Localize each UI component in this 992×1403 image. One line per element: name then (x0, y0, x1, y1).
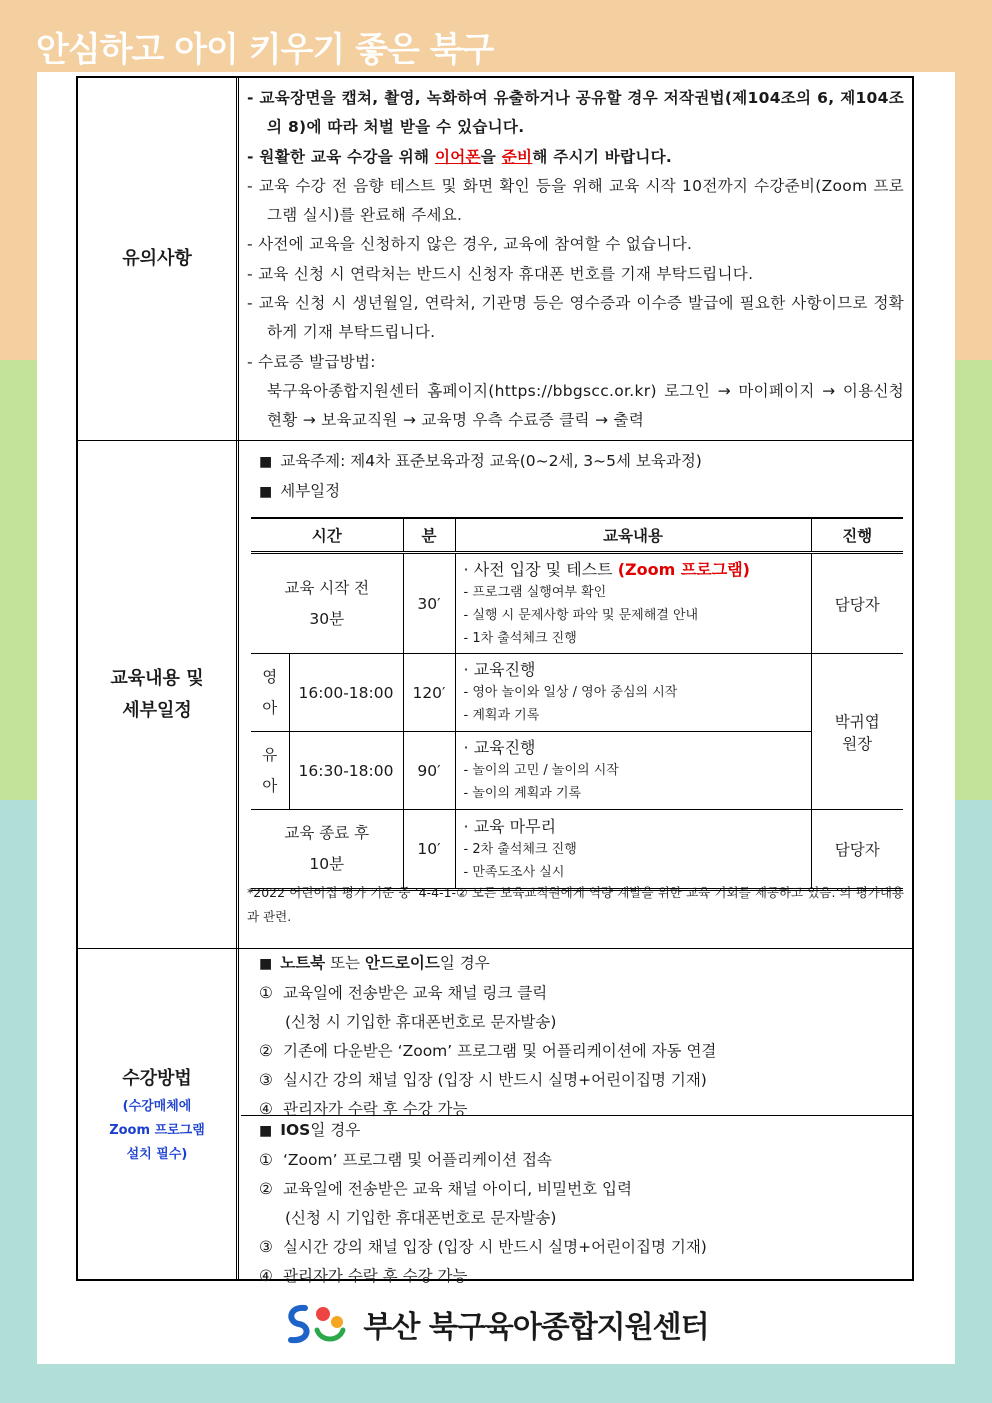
android-step-1-note: (신청 시 기입한 휴대폰번호로 문자발송) (285, 1013, 557, 1031)
infant-detail (455, 654, 811, 732)
post-detail (455, 810, 811, 890)
pre-lead (464, 558, 811, 581)
note-sound-test: - 교육 수강 전 음향 테스트 및 화면 확인 등을 위해 교육 시작 10전까지 수강준비(Zoom 프로그램 실시)를 완료해 주세요. (247, 176, 904, 225)
note-earphone-post: 해 주시기 바랍니다. (532, 147, 673, 166)
post-time (251, 810, 403, 890)
col-header-host: 진행 (811, 518, 903, 553)
step-text: 관리자가 수락 후 수강 가능 (283, 1267, 468, 1285)
step-number: ③ (259, 1071, 273, 1089)
schedule-row (78, 440, 912, 949)
post-time-line1: 교육 종료 후 (284, 824, 370, 842)
info-table (76, 76, 914, 1285)
infant-lead: · 교육진행 (463, 660, 536, 679)
notes-label (78, 78, 239, 440)
detail-title-text: 세부일정 (280, 482, 341, 500)
col-header-time: 시간 (251, 518, 403, 553)
table-row (251, 654, 903, 732)
schedule-detail-title (259, 477, 912, 507)
step-text: 기존에 다운받은 ‘Zoom’ 프로그램 및 어플리케이션에 자동 연결 (283, 1042, 717, 1060)
infant-group-line1: 영 (262, 667, 278, 686)
how-label (78, 949, 239, 1280)
notes-row (78, 78, 912, 440)
pre-item: - 프로그램 실행여부 확인 (463, 584, 607, 600)
org-name: 부산 북구육아종합지원센터 (363, 1310, 709, 1345)
ios-heading (259, 1116, 912, 1146)
android-step-2 (259, 1037, 912, 1066)
toddler-minutes: 90′ (403, 732, 455, 810)
schedule-heading (241, 441, 912, 507)
center-logo-icon (283, 1300, 353, 1348)
note-prepare-word: 준비 (501, 147, 533, 166)
pre-time (251, 553, 403, 654)
schedule-content (241, 441, 912, 949)
android-step-1 (259, 979, 912, 1008)
ios-step-1 (259, 1146, 912, 1175)
step-number: ④ (259, 1267, 273, 1285)
note-certificate-title: - 수료증 발급방법: (247, 352, 376, 371)
ios-step-2-note: (신청 시 기입한 휴대폰번호로 문자발송) (285, 1209, 557, 1227)
pre-host: 담당자 (811, 553, 903, 654)
footer (37, 1300, 955, 1348)
android-block (241, 949, 912, 1124)
android-step-3 (259, 1066, 912, 1095)
step-text: 교육일에 전송받은 교육 채널 아이디, 비밀번호 입력 (283, 1180, 632, 1198)
infant-group-line2: 아 (262, 698, 278, 717)
note-earphone-word: 이어폰 (434, 147, 481, 166)
document-sheet (37, 72, 955, 1364)
page-title: 안심하고 아이 키우기 좋은 북구 (36, 30, 494, 70)
topic-text: 교육주제: 제4차 표준보육과정 교육(0~2세, 3~5세 보육과정) (280, 452, 702, 470)
square-bullet-icon: ■ (259, 454, 273, 470)
note-earphone-pre: - 원활한 교육 수강을 위해 (247, 147, 435, 166)
main-host-line1: 박귀엽 (834, 712, 880, 731)
infant-group (251, 654, 289, 732)
ios-step-4 (259, 1262, 912, 1291)
how-content (241, 949, 912, 1285)
notes-content (241, 78, 912, 440)
step-number: ③ (259, 1238, 273, 1256)
notes-label-text: 유의사항 (122, 248, 192, 269)
step-text: ‘Zoom’ 프로그램 및 어플리케이션 접속 (283, 1151, 552, 1169)
pre-lead-zoom: (Zoom 프로그램) (617, 559, 750, 579)
toddler-group-line1: 유 (262, 745, 278, 764)
how-label-sub1: (수강매체에 (122, 1098, 192, 1114)
note-certificate-steps: 북구육아종합지원센터 홈페이지(https://bbgscc.or.kr) 로그인 → 마이페이지 → 이용신청현황 → 보육교직원 → 교육명 우측 수료증 클릭 → 출력 (267, 381, 904, 430)
step-number: ④ (259, 1100, 273, 1118)
toddler-detail (455, 732, 811, 810)
post-lead: · 교육 마무리 (463, 816, 557, 836)
post-item: - 2차 출석체크 진행 (463, 841, 577, 857)
infant-item: - 계획과 기록 (463, 708, 540, 723)
main-host (811, 654, 903, 810)
infant-item: - 영아 놀이와 일상 / 영아 중심의 시작 (463, 685, 678, 700)
schedule-footnote: *2022 어린이집 평가 기준 중 ‘4-4-1-② 모든 보육교직원에게 역량 계발을 위한 교육 기회를 제공하고 있음.’의 평가내용과 관련. (247, 885, 904, 924)
table-row (251, 732, 903, 810)
step-number: ① (259, 984, 273, 1002)
pre-item: - 1차 출석체크 진행 (463, 630, 577, 646)
step-number: ① (259, 1151, 273, 1169)
toddler-group-line2: 아 (262, 776, 278, 795)
how-label-sub3: 설치 필수) (126, 1146, 188, 1162)
main-host-line2: 원장 (842, 734, 873, 753)
col-header-minutes: 분 (403, 518, 455, 553)
step-text: 관리자가 수락 후 수강 가능 (283, 1100, 468, 1118)
how-row (78, 948, 912, 1285)
infant-minutes: 120′ (403, 654, 455, 732)
step-text: 실시간 강의 채널 입장 (입장 시 반드시 실명+어린이집명 기재) (283, 1238, 707, 1256)
toddler-group (251, 732, 289, 810)
schedule-topic (259, 447, 912, 477)
ios-step-2 (259, 1175, 912, 1204)
note-personal-info: - 교육 신청 시 생년월일, 연락처, 기관명 등은 영수증과 이수증 발급에 필요한 사항이므로 정확하게 기재 부탁드립니다. (247, 294, 904, 342)
note-contact: - 교육 신청 시 연락처는 반드시 신청자 휴대폰 번호를 기재 부탁드립니다. (247, 264, 754, 283)
ios-t1: 일 경우 (310, 1121, 361, 1139)
pre-time-line1: 교육 시작 전 (284, 578, 370, 597)
toddler-item: - 놀이의 고민 / 놀이의 시작 (463, 763, 619, 778)
android-b1: 노트북 (280, 954, 326, 972)
android-b2: 안드로이드 (364, 954, 440, 972)
step-text: 실시간 강의 채널 입장 (입장 시 반드시 실명+어린이집명 기재) (283, 1071, 707, 1089)
col-header-content: 교육내용 (455, 518, 811, 553)
post-time-line2: 10분 (309, 855, 345, 873)
pre-item: - 실행 시 문제사항 파악 및 문제해결 안내 (463, 607, 699, 623)
note-earphone (247, 143, 904, 172)
step-number: ② (259, 1042, 273, 1060)
pre-time-line2: 30분 (309, 609, 345, 628)
schedule-label (78, 441, 239, 949)
toddler-lead: · 교육진행 (463, 738, 536, 757)
ios-b1: IOS (280, 1121, 311, 1139)
post-item: - 만족도조사 실시 (463, 864, 565, 880)
toddler-item: - 놀이의 계획과 기록 (463, 786, 582, 801)
ios-block (241, 1116, 912, 1291)
step-text: 교육일에 전송받은 교육 채널 링크 클릭 (283, 984, 548, 1002)
note-earphone-mid: 을 (480, 147, 502, 166)
pre-detail (455, 553, 811, 654)
post-host: 담당자 (811, 810, 903, 890)
square-bullet-icon: ■ (259, 956, 273, 972)
how-label-text: 수강방법 (122, 1067, 192, 1089)
square-bullet-icon: ■ (259, 1123, 273, 1139)
ios-step-3 (259, 1233, 912, 1262)
note-registration: - 사전에 교육을 신청하지 않은 경우, 교육에 참여할 수 없습니다. (247, 235, 693, 254)
step-number: ② (259, 1180, 273, 1198)
table-row (251, 810, 903, 890)
toddler-time: 16:30-18:00 (289, 732, 403, 810)
how-label-sub2: Zoom 프로그램 (109, 1122, 205, 1138)
pre-lead-text: · 사전 입장 및 테스트 (463, 559, 618, 579)
infant-time: 16:00-18:00 (289, 654, 403, 732)
table-row (251, 553, 903, 654)
post-minutes: 10′ (403, 810, 455, 890)
schedule-label-line2: 세부일정 (122, 700, 192, 721)
square-bullet-icon: ■ (259, 484, 273, 500)
schedule-label-line1: 교육내용 및 (110, 668, 204, 689)
android-heading (259, 949, 912, 979)
how-divider (241, 1115, 912, 1291)
android-t2: 일 경우 (439, 954, 490, 972)
note-copyright: - 교육장면을 캡쳐, 촬영, 녹화하여 유출하거나 공유할 경우 저작권법(제104조의 6, 제104조의 8)에 따라 처벌 받을 수 있습니다. (247, 89, 904, 137)
pre-minutes: 30′ (403, 553, 455, 654)
android-t1: 또는 (325, 954, 365, 972)
schedule-table (251, 517, 903, 891)
